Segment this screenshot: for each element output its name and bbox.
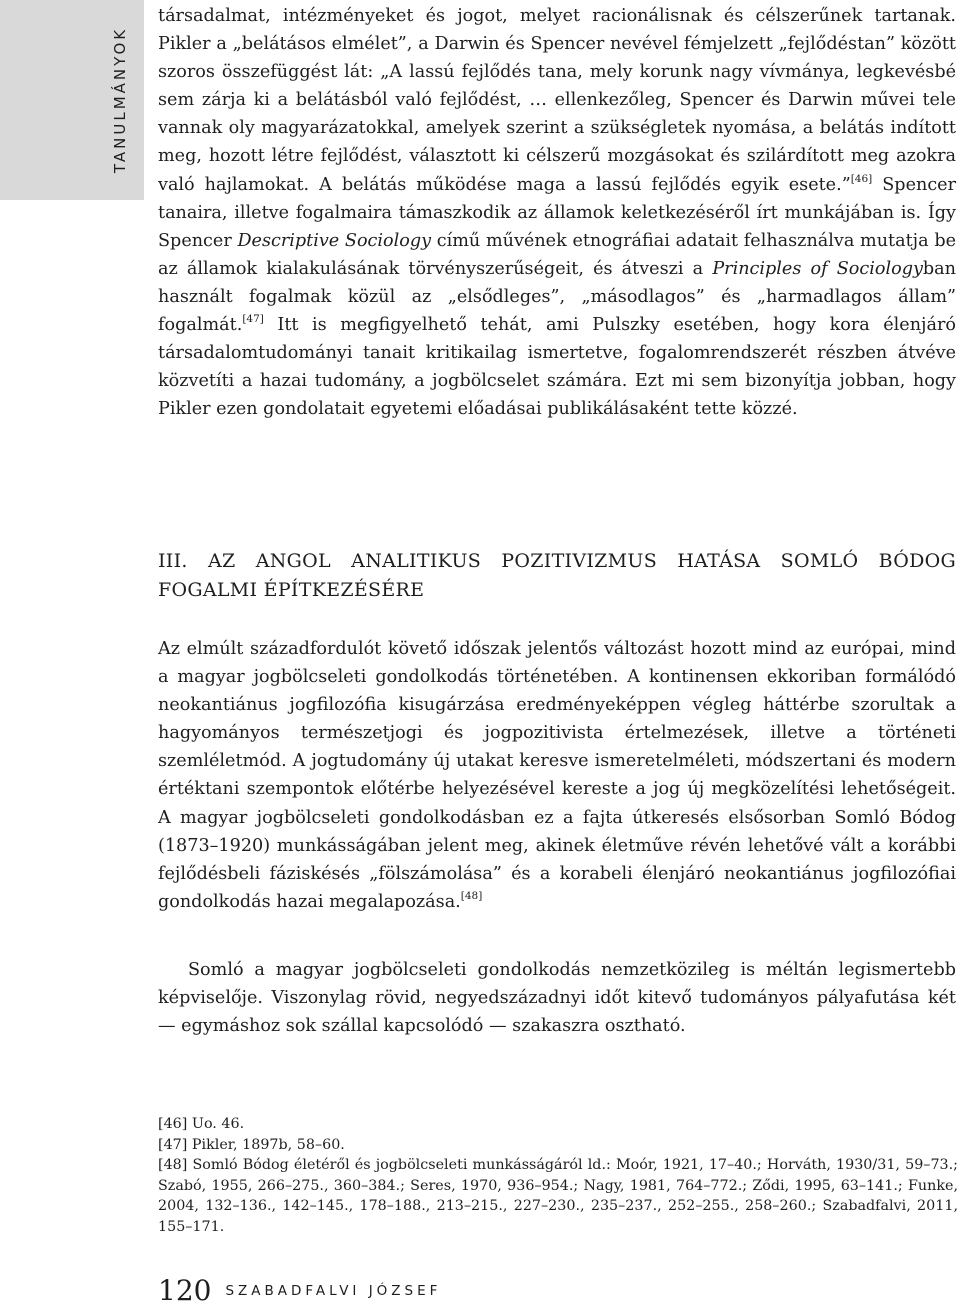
paragraph-1-text-e: Itt is megfigyelhető tehát, ami Pulszky esetében, hogy kora élenjáró társadalomtudományi tanait kritikailag ismertetve, fogalomrendszerét részben átvéve közvetíti a hazai tudomány, a jogbölcselet számára. Ezt mi sem bizonyítja jobban, hogy Pikler ezen gondolatait egyetemi előadásai publikálásaként tette közzé. bbox=[158, 315, 956, 420]
paragraph-2 bbox=[158, 635, 956, 916]
footnote-48: [48] Somló Bódog életéről és jogbölcseleti munkásságáról ld.: Moór, 1921, 17–40.; Horváth, 1930/31, 59–73.; Szabó, 1955, 266–275., 360–384.; Seres, 1970, 936–954.; Nagy, 1981, 764–772.; Ződi, 1995, 63–141.; Funke, 2004, 132–136., 142–145., 178–188., 213–215., 227–230., 235–237., 252–255., 258–260.; Szabadfalvi, 2011, 155–171. bbox=[158, 1157, 958, 1235]
footnote-ref-46: [46] bbox=[850, 172, 873, 185]
section-label: TANULMÁNYOK bbox=[111, 26, 129, 174]
footnotes bbox=[158, 1114, 958, 1237]
book-title-principles-of-sociology: Principles of Sociology bbox=[712, 258, 923, 279]
paragraph-1-text-b: Spencer tanaira, illetve fogalmaira támaszkodik az államok keletkezéséről írt munkájában is. Így Spencer bbox=[158, 174, 956, 251]
footnote-ref-47: [47] bbox=[242, 313, 264, 326]
paragraph-1-text-c: című művének etnográfiai adatait felhasználva mutatja be az államok kialakulásának törvényszerűségeit, és átveszi a bbox=[158, 230, 957, 279]
footnote-ref-48: [48] bbox=[460, 889, 483, 902]
book-title-descriptive-sociology: Descriptive Sociology bbox=[237, 230, 432, 251]
page-number: 120 bbox=[158, 1274, 212, 1307]
paragraph-3 bbox=[158, 956, 956, 1040]
paragraph-1-text-d: ban használt fogalmak közül az „elsődleges”, „másodlagos” és „harmadlagos állam” fogalmát. bbox=[158, 258, 956, 336]
author-name: SZABADFALVI JÓZSEF bbox=[225, 1282, 442, 1299]
footnote-47: [47] Pikler, 1897b, 58–60. bbox=[158, 1136, 345, 1153]
section-side-tab bbox=[0, 0, 144, 200]
footnote-46: [46] Uo. 46. bbox=[158, 1116, 245, 1132]
paragraph-1-text-a: társadalmat, intézményeket és jogot, melyet racionálisnak és célszerűnek tartanak. Pikler a „belátásos elmélet”, a Darwin és Spencer nevével fémjelzett „fejlődéstan” között szoros összefüggést lát: „A lassú fejlődés tana, mely korunk nagy vívmánya, legkevésbé sem zárja ki a belátásból való fejlődést, … ellenkezőleg, Spencer és Darwin művei tele vannak oly magyarázatokkal, amelyek szerint a szükségletek nyomása, a belátás indított meg, hozott létre fejlődést, választott ki célszerű mozgásokat és szilárdított meg azokra való hajlamokat. A belátás működése maga a lassú fejlődés egyik esete.” bbox=[158, 6, 956, 195]
section-heading: III. AZ ANGOL ANALITIKUS POZITIVIZMUS HATÁSA SOMLÓ BÓDOG FOGALMI ÉPÍTKEZÉSÉRE bbox=[158, 550, 956, 601]
paragraph-3-text: Somló a magyar jogbölcseleti gondolkodás nemzetközileg is méltán legismertebb képviselője. Viszonylag rövid, negyedszázadnyi időt kitevő tudományos pályafutása két — egymáshoz sok szállal kapcsolódó — szakaszra osztható. bbox=[158, 960, 956, 1037]
paragraph-2-text: Az elmúlt századfordulót követő időszak jelentős változást hozott mind az európai, mind a magyar jogbölcseleti gondolkodás történetében. A kontinensen ekkoriban formálódó neokantiánus jogfilozófia kisugárzása eredményeképpen végleg háttérbe szorultak a hagyományos természetjogi és jogpozitivista értelmezések, illetve a történeti szemléletmód. A jogtudomány új utakat keresve ismeretelméleti, módszertani és modern értéktani szempontok előtérbe helyezésével kereste a jog új megközelítési lehetőségeit. A magyar jogbölcseleti gondolkodásban ez a fajta útkeresés elsősorban Somló Bódog (1873–1920) munkásságában jelent meg, akinek életműve révén lehetővé vált a korábbi fejlődésbeli fáziskésés „fölszámolása” és a korabeli élenjáró neokantiánus jogfilozófiai gondolkodás hazai megalapozása. bbox=[158, 639, 956, 912]
paragraph-1 bbox=[158, 2, 956, 423]
page-footer bbox=[158, 1274, 441, 1307]
